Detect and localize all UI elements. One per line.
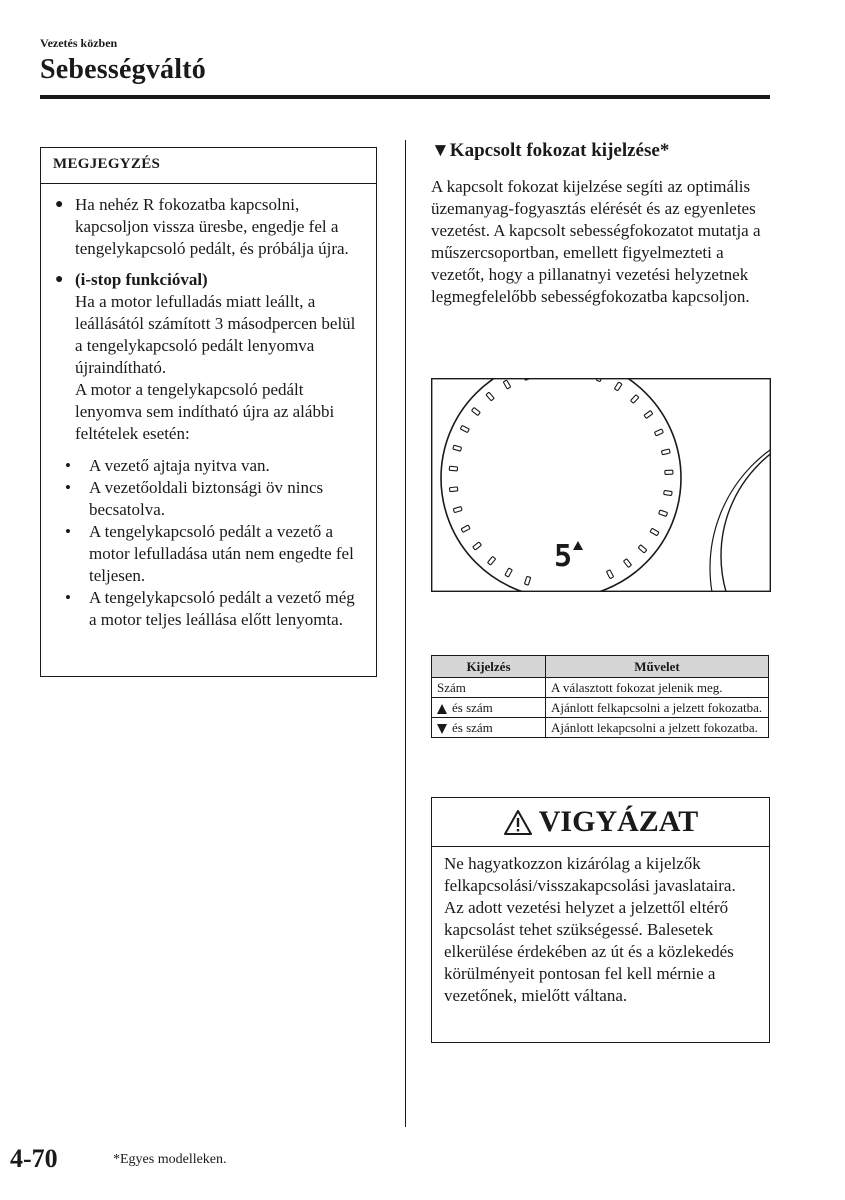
column-divider <box>405 140 406 1127</box>
note-item <box>55 194 366 260</box>
note-item <box>55 269 366 631</box>
gauge-tick <box>461 525 470 532</box>
gauge-tick <box>453 507 462 513</box>
note-item-text: Ha nehéz R fokozatba kapcsolni, kapcsoljon vissza üresbe, engedje fel a tengelykapcsoló pedált, és próbálja újra. <box>75 195 349 258</box>
page-number: 4-70 <box>10 1144 58 1173</box>
bullet-icon: ● <box>55 272 64 287</box>
gauge-tick <box>661 449 670 455</box>
table-row: és szám Ajánlott felkapcsolni a jelzett fokozatba. <box>432 698 769 718</box>
gauge-tick <box>631 395 639 404</box>
caution-text: Ne hagyatkozzon kizárólag a kijelzők felkapcsolási/visszakapcsolási javaslataira. Az adott vezetési helyzet a jelzettől eltérő kapcsolást tehet szükségessé. Balesetek elkerülése érdekében az út és a közlekedés körülményeit pontosan fel kell mérnie a vezetőnek, mielőtt váltana. <box>444 854 736 1005</box>
section-label: Vezetés közben <box>40 36 118 50</box>
note-box <box>40 147 377 677</box>
table-header: Kijelzés <box>432 656 546 678</box>
warning-triangle-icon <box>503 809 533 836</box>
gauge-tick <box>654 429 663 436</box>
condition-item: • A tengelykapcsoló pedált a vezető a motor lefulladása után nem engedte fel teljesen. <box>65 522 354 585</box>
indicator-table <box>431 655 769 738</box>
table-row: és szám Ajánlott lekapcsolni a jelzett fokozatba. <box>432 718 769 738</box>
table-row: Szám A választott fokozat jelenik meg. <box>432 678 769 698</box>
gauge-tick <box>644 411 653 419</box>
gauge-tick <box>487 556 495 565</box>
gauge-right-ring <box>721 426 771 592</box>
bullet-icon: ● <box>55 197 64 212</box>
table-header: Művelet <box>546 656 769 678</box>
up-arrow-icon <box>573 541 583 550</box>
header-rule <box>40 95 770 99</box>
gauge-tick <box>505 568 512 577</box>
illustration-frame <box>432 379 771 592</box>
note-item-title: (i-stop funkcióval) <box>75 270 208 289</box>
section-text: A kapcsolt fokozat kijelzése segíti az optimális üzemanyag-fogyasztás elérését és az egyenletes vezetést. A kapcsolt sebességfokozatot mutatja a műszercsoportban, emellett figyelmezteti a vezetőt, hogy a pillanatnyi vezetési helyzetnek legmegfelelőbb sebességfokozatba kapcsoljon. <box>431 177 761 306</box>
gauge-tick <box>614 382 622 391</box>
gauge-tick <box>638 545 647 553</box>
note-heading: MEGJEGYZÉS <box>41 148 376 184</box>
condition-list <box>55 455 366 631</box>
gauge-tick <box>449 487 457 492</box>
gauge-tick <box>503 380 510 389</box>
condition-item: • A vezetőoldali biztonsági öv nincs becsatolva. <box>65 478 324 519</box>
gauge-tick <box>449 466 457 471</box>
down-triangle-icon <box>437 724 447 734</box>
gauge-tick <box>623 559 631 568</box>
gauge-right-ring-outer <box>710 422 771 592</box>
caution-heading: VIGYÁZAT <box>538 805 699 838</box>
page-title: Sebességváltó <box>40 54 206 85</box>
note-item-paragraph: Ha a motor lefulladás miatt leállt, a leállásától számított 3 másodpercen belül a tengelykapcsoló pedált lenyomva újraindítható. <box>75 292 356 377</box>
condition-item: • A tengelykapcsoló pedált a vezető még a motor teljes leállása előtt lenyomta. <box>65 588 355 629</box>
gear-digit: 5 <box>554 539 573 574</box>
condition-item: • A vezető ajtaja nyitva van. <box>65 456 270 475</box>
gauge-tick <box>473 542 482 550</box>
gauge-tick <box>453 445 462 451</box>
gauge-tick <box>460 425 469 432</box>
footnote: *Egyes modelleken. <box>113 1152 227 1167</box>
gauge-tick <box>524 576 530 585</box>
gauge-tick <box>659 510 668 516</box>
gauge-tick <box>486 392 494 401</box>
gauge-tick <box>606 570 613 579</box>
note-item-paragraph: A motor a tengelykapcsoló pedált lenyomva sem indítható újra az alábbi feltételek esetén: <box>75 380 335 443</box>
gauge-tick <box>665 470 673 474</box>
gauge-tick <box>472 407 481 415</box>
gear-indicator <box>554 539 583 574</box>
up-triangle-icon <box>437 704 447 714</box>
gauge-tick <box>650 528 659 535</box>
instrument-cluster-illustration <box>431 378 771 592</box>
gauge-tick <box>664 490 672 495</box>
caution-box <box>431 797 770 1043</box>
section-heading: ▼Kapcsolt fokozat kijelzése* <box>431 140 670 161</box>
